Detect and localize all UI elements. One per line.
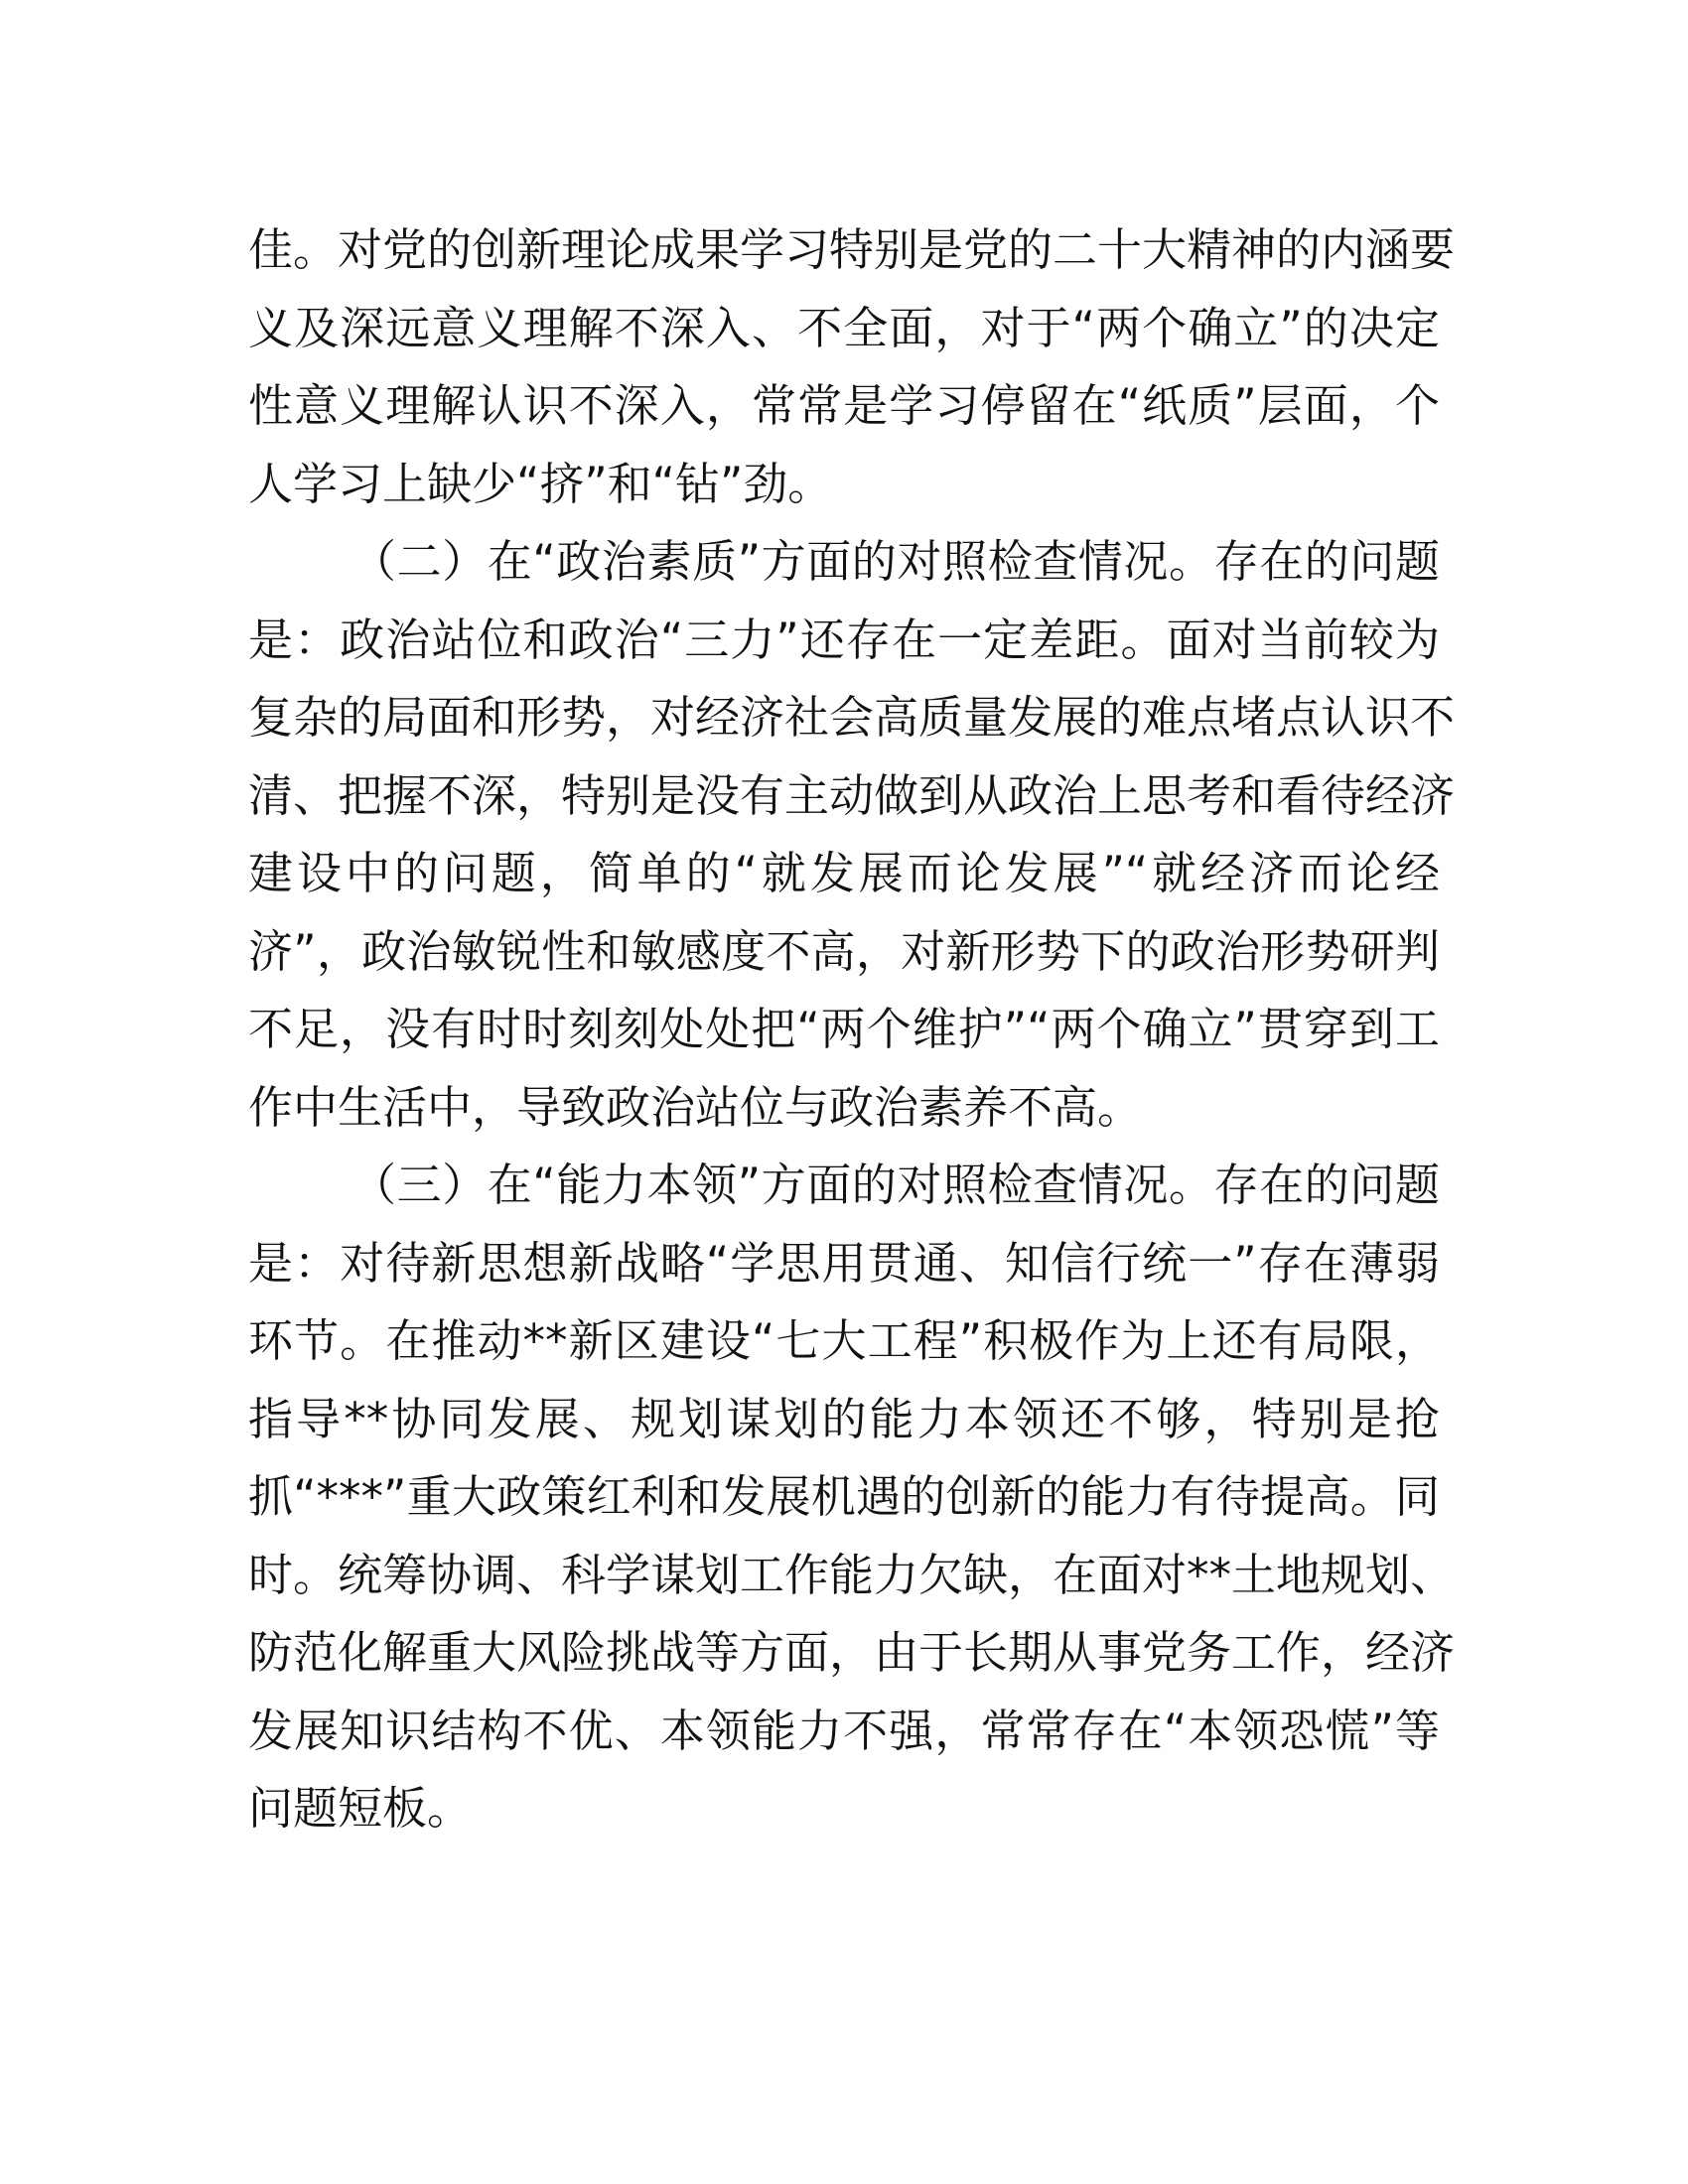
document-body bbox=[248, 211, 1456, 1848]
text-line: 是：对待新思想新战略“学思用贯通、知信行统一”存在薄弱 bbox=[248, 1236, 1440, 1290]
text-line: 性意义理解认识不深入，常常是学习停留在“纸质”层面，个 bbox=[248, 379, 1440, 432]
text-line: 济”，政治敏锐性和敏感度不高，对新形势下的政治形势研判 bbox=[248, 924, 1440, 978]
text-line: 佳。对党的创新理论成果学习特别是党的二十大精神的内涵要 bbox=[248, 223, 1456, 276]
text-line: 义及深远意义理解不深入、不全面，对于“两个确立”的决定 bbox=[248, 301, 1440, 354]
text-line: 防范化解重大风险挑战等方面，由于长期从事党务工作，经济 bbox=[248, 1626, 1456, 1679]
paragraph-continuation bbox=[248, 211, 1456, 523]
text-line: 发展知识结构不优、本领能力不强，常常存在“本领恐慌”等 bbox=[248, 1704, 1440, 1757]
text-line: 作中生活中，导致政治站位与政治素养不高。 bbox=[248, 1080, 1143, 1134]
text-line: 人学习上缺少“挤”和“钻”劲。 bbox=[248, 457, 833, 510]
text-line: 是：政治站位和政治“三力”还存在一定差距。面对当前较为 bbox=[248, 613, 1440, 666]
paragraph-political-quality bbox=[248, 523, 1456, 1147]
text-line: 时。统筹协调、科学谋划工作能力欠缺，在面对**土地规划、 bbox=[248, 1548, 1456, 1601]
text-line: 建设中的问题，简单的“就发展而论发展”“就经济而论经 bbox=[248, 847, 1440, 899]
text-line: 复杂的局面和形势，对经济社会高质量发展的难点堵点认识不 bbox=[248, 691, 1456, 744]
text-line: 抓“***”重大政策红利和发展机遇的创新的能力有待提高。同 bbox=[248, 1470, 1440, 1523]
text-line: 环节。在推动**新区建设“七大工程”积极作为上还有局限， bbox=[248, 1314, 1440, 1367]
text-line: 不足，没有时时刻刻处处把“两个维护”“两个确立”贯穿到工 bbox=[248, 1003, 1440, 1055]
paragraph-ability bbox=[248, 1147, 1456, 1848]
text-line: （三）在“能力本领”方面的对照检查情况。存在的问题 bbox=[352, 1159, 1440, 1211]
text-line: 问题短板。 bbox=[248, 1782, 473, 1835]
text-line: （二）在“政治素质”方面的对照检查情况。存在的问题 bbox=[352, 535, 1440, 588]
text-line: 清、把握不深，特别是没有主动做到从政治上思考和看待经济 bbox=[248, 768, 1456, 822]
text-line: 指导**协同发展、规划谋划的能力本领还不够，特别是抢 bbox=[248, 1392, 1440, 1445]
